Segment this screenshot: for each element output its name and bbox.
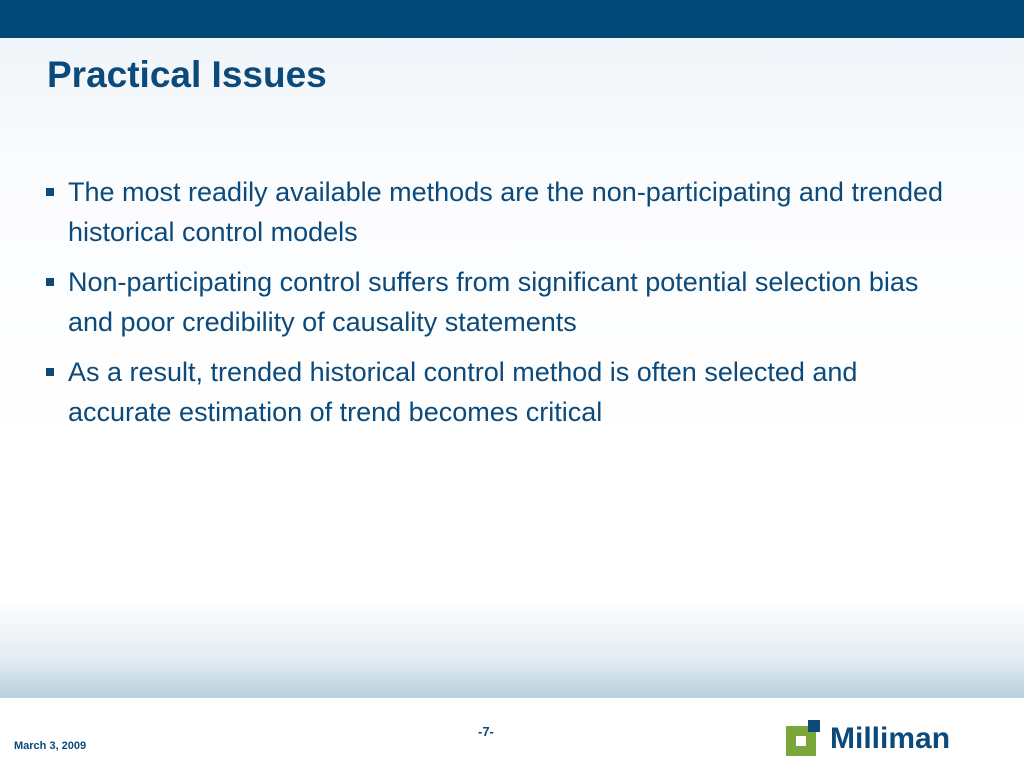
bullet-text: The most readily available methods are the non-participating and trended historical control models: [68, 177, 944, 247]
milliman-logo: [786, 716, 982, 760]
bullet-item: [46, 262, 946, 342]
slide-title: Practical Issues: [47, 54, 327, 95]
milliman-logo-icon: [786, 720, 822, 756]
bullet-item: [46, 352, 946, 432]
square-bullet-icon: [46, 188, 54, 196]
square-bullet-icon: [46, 278, 54, 286]
header-bar: [0, 0, 1024, 38]
page-number: -7-: [478, 724, 494, 739]
square-bullet-icon: [46, 368, 54, 376]
bullet-text: Non-participating control suffers from significant potential selection bias and poor credibility of causality statements: [68, 267, 919, 337]
bullet-item: [46, 172, 946, 252]
bullet-text: As a result, trended historical control method is often selected and accurate estimation of trend becomes critical: [68, 357, 858, 427]
logo-wordmark: Milliman: [830, 722, 951, 755]
footer-date: March 3, 2009: [14, 740, 87, 752]
bullet-list: [46, 172, 946, 442]
